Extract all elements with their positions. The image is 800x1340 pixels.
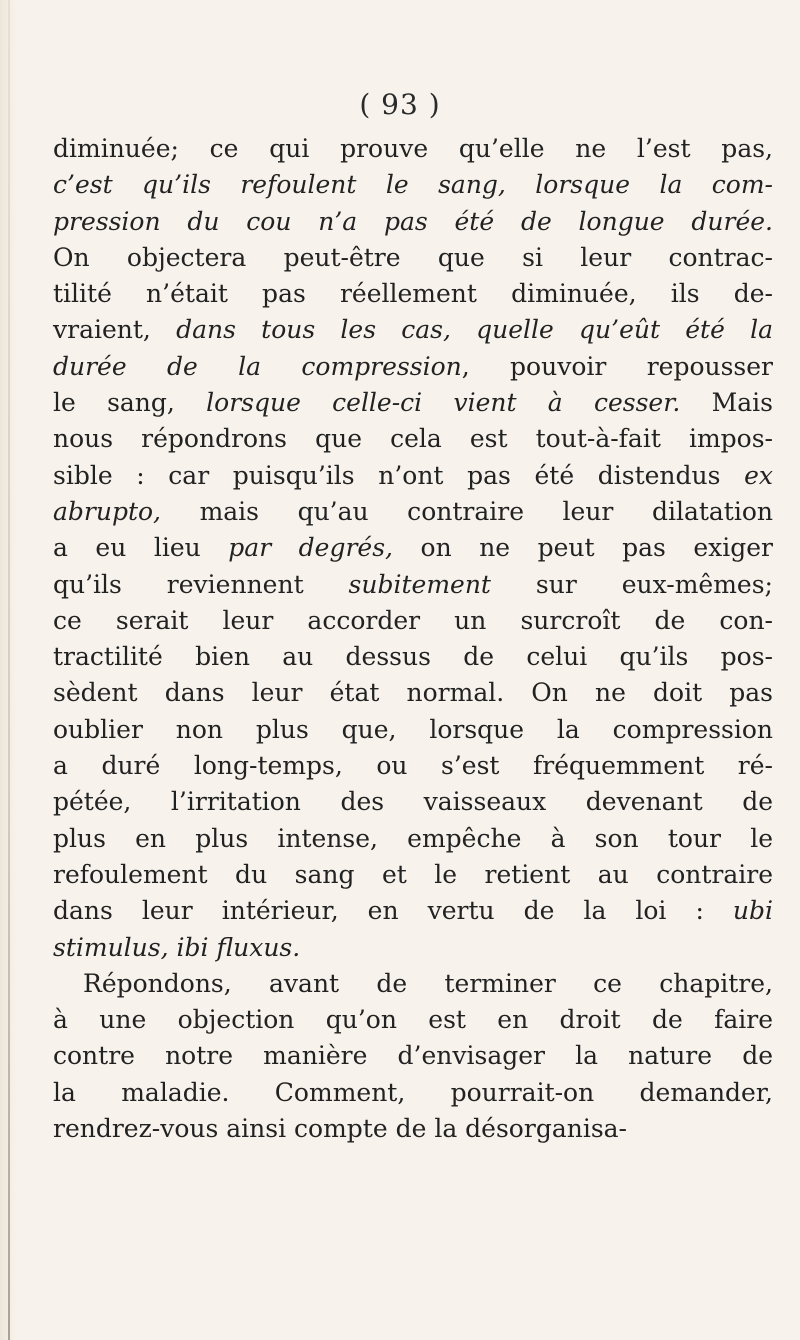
- text-line: [53, 204, 773, 240]
- italic-text: pression du cou n’a pas été de longue durée.: [53, 206, 773, 236]
- text-span: , pouvoir repousser: [461, 351, 773, 381]
- text-line: [53, 421, 773, 457]
- text-span: dans leur intérieur, en vertu de la loi :: [53, 896, 733, 926]
- text-line: [53, 530, 773, 566]
- text-line: [53, 1038, 773, 1074]
- text-span: diminuée; ce qui prouve qu’elle ne l’est pas,: [53, 134, 773, 163]
- text-line: [53, 567, 773, 603]
- text-span: refoulement du sang et le retient au contraire: [53, 859, 773, 889]
- italic-text: lorsque celle-ci vient à cesser.: [206, 388, 681, 418]
- italic-text: dans tous les cas, quelle qu’eût été la: [176, 315, 774, 345]
- text-line: [53, 893, 773, 929]
- text-line: [53, 857, 773, 893]
- text-span: à une objection qu’on est en droit de faire: [53, 1005, 773, 1035]
- text-line: [53, 784, 773, 820]
- text-line: [53, 603, 773, 639]
- italic-text: ex: [744, 460, 773, 490]
- page-binding-shadow: [8, 0, 10, 1340]
- text-span: a eu lieu: [53, 533, 229, 563]
- text-span: mais qu’au contraire leur dilatation: [161, 496, 773, 526]
- text-span: le sang,: [53, 388, 207, 418]
- text-line: [53, 1002, 773, 1038]
- text-line: [53, 675, 773, 711]
- text-line: [53, 821, 773, 857]
- text-line: [53, 494, 773, 530]
- text-line: [53, 167, 773, 203]
- text-line: [53, 312, 773, 348]
- text-span: On objectera peut-être que si leur contrac-: [53, 242, 773, 272]
- text-span: sur eux-mêmes;: [490, 569, 773, 599]
- text-line: [53, 966, 773, 1002]
- text-line: [53, 276, 773, 312]
- italic-text: c’est qu’ils refoulent le sang, lorsque la com-: [53, 170, 773, 200]
- text-span: nous répondrons que cela est tout-à-fait impos-: [53, 424, 773, 454]
- text-line: [53, 930, 773, 966]
- text-span: on ne peut pas exiger: [393, 533, 774, 563]
- text-line: [53, 131, 773, 167]
- text-span: qu’ils reviennent: [53, 569, 349, 599]
- text-span: a duré long-temps, ou s’est fréquemment ré-: [53, 751, 773, 781]
- text-span: sible : car puisqu’ils n’ont pas été distendus: [53, 460, 745, 490]
- text-span: tilité n’était pas réellement diminuée, ils de-: [53, 279, 773, 309]
- text-line: [53, 748, 773, 784]
- text-line: [53, 458, 773, 494]
- italic-text: ubi: [732, 896, 773, 926]
- italic-text: durée de la compression: [53, 351, 462, 381]
- italic-text: stimulus, ibi fluxus.: [53, 932, 301, 962]
- text-line: [53, 1075, 773, 1111]
- text-span: Mais: [680, 388, 773, 418]
- text-span: pétée, l’irritation des vaisseaux devenant de: [53, 787, 773, 817]
- text-span: oublier non plus que, lorsque la compression: [53, 714, 773, 744]
- page-number: ( 93 ): [359, 88, 441, 121]
- text-span: vraient,: [53, 315, 177, 345]
- text-span: contre notre manière d’envisager la nature de: [53, 1041, 773, 1071]
- text-line: [53, 240, 773, 276]
- italic-text: par degrés,: [228, 533, 393, 563]
- text-span: la maladie. Comment, pourrait-on demander,: [53, 1077, 773, 1107]
- text-span: plus en plus intense, empêche à son tour le: [53, 823, 773, 853]
- text-line: [53, 349, 773, 385]
- text-span: tractilité bien au dessus de celui qu’ils pos-: [53, 642, 773, 672]
- text-span: Répondons, avant de terminer ce chapitre,: [83, 968, 773, 998]
- text-line: [53, 1111, 773, 1147]
- text-span: sèdent dans leur état normal. On ne doit pas: [53, 678, 773, 708]
- text-line: [53, 639, 773, 675]
- text-span: rendrez-vous ainsi compte de la désorganisa-: [53, 1114, 627, 1144]
- italic-text: abrupto,: [53, 496, 162, 526]
- italic-text: subitement: [348, 569, 491, 599]
- text-span: ce serait leur accorder un surcroît de con-: [53, 605, 773, 635]
- text-line: [53, 385, 773, 421]
- body-text: [53, 131, 773, 1147]
- text-line: [53, 712, 773, 748]
